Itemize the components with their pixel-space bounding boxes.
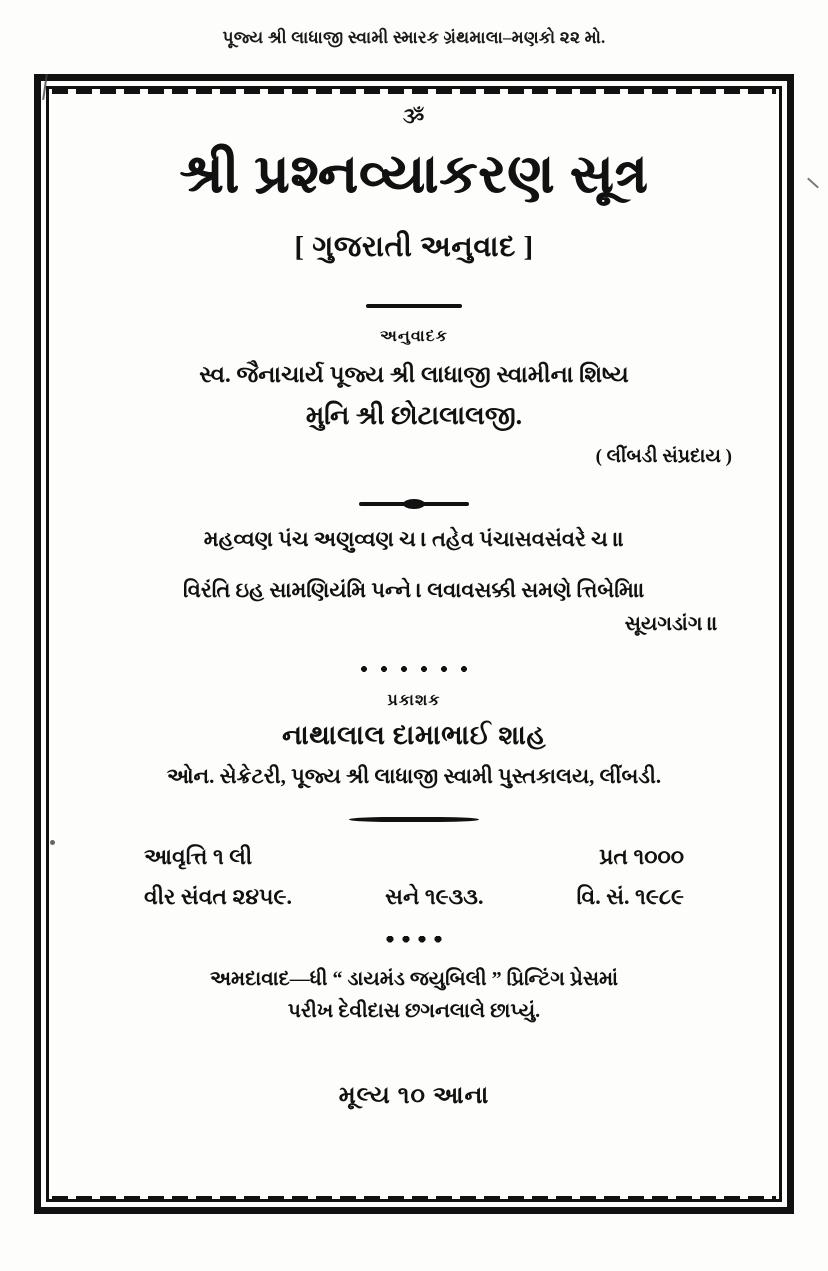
publisher-label: પ્રકાશક (387, 691, 441, 709)
gregorian-year: સને ૧૯૩૩. (385, 883, 484, 909)
divider-rule-2 (359, 502, 469, 506)
page-title: શ્રી પ્રશ્નવ્યાકરણ સૂત્ર (179, 144, 649, 204)
edition-number: આવૃત્તિ ૧ લી (144, 843, 253, 869)
ink-dot-mark (50, 840, 55, 845)
verse-line-2: વિરંતિ ઇહ સામણિયંમિ પન્ને । લવાવસક્કી સમણે ત્તિબેમિ॥ (183, 578, 645, 603)
om-symbol: ૐ (402, 106, 426, 128)
title-page-content (60, 100, 768, 1192)
divider-rule-5 (382, 936, 446, 943)
verse-line-1: મહવ્વણ પંચ અણુવ્વણ ચ । તહેવ પંચાસવસંવરે ચ ॥ (203, 526, 625, 551)
publisher-name: નાથાલાલ દામાભાઈ શાહ (281, 719, 547, 750)
series-line: પૂજ્ય શ્રી લાધાજી સ્વામી સ્મારક ગ્રંથમાલા–મણકો ૨૨ મો. (222, 28, 606, 47)
price-label: મૂલ્ય ૧૦ આના (338, 1082, 490, 1109)
copies-count: પ્રત ૧૦૦૦ (599, 843, 684, 869)
translator-lineage: સ્વ. જૈનાચાર્ય પૂજ્ય શ્રી લાધાજી સ્વામીના શિષ્ય (199, 362, 629, 388)
divider-rule-3 (354, 666, 474, 672)
translator-label: અનુવાદક (380, 328, 448, 346)
subtitle: [ ગુજરાતી અનુવાદ ] (294, 231, 534, 264)
printer-line-2: પરીખ દેવીદાસ છગનલાલે છાપ્યું. (287, 999, 541, 1022)
verse-source: સૂયગડાંગ ॥ (624, 612, 718, 635)
divider-rule-4 (349, 817, 479, 822)
divider-rule-1 (366, 304, 462, 308)
vir-samvat-date: વીર સંવત ૨૪૫૯. (144, 883, 293, 909)
border-dash-bottom (52, 1196, 776, 1201)
vikram-samvat-date: વિ. સં. ૧૯૮૯ (576, 883, 684, 909)
publisher-role: ઓન. સેક્રેટરી, પૂજ્ય શ્રી લાધાજી સ્વામી પુસ્તકાલય, લીંબડી. (166, 763, 662, 788)
sect-name: ( લીંબડી સંપ્રદાય ) (595, 445, 732, 467)
border-dash-top (52, 89, 776, 94)
ink-scratch-mark (807, 178, 819, 189)
dates-row (60, 884, 768, 910)
printer-line-1: અમદાવાદ—ધી “ ડાયમંડ જયુબિલી ” પ્રિન્ટિંગ પ્રેસમાં (209, 967, 619, 990)
translator-name: મુનિ શ્રી છોટાલાલજી. (305, 400, 523, 430)
printer-info (60, 963, 768, 1027)
edition-row (60, 844, 768, 870)
